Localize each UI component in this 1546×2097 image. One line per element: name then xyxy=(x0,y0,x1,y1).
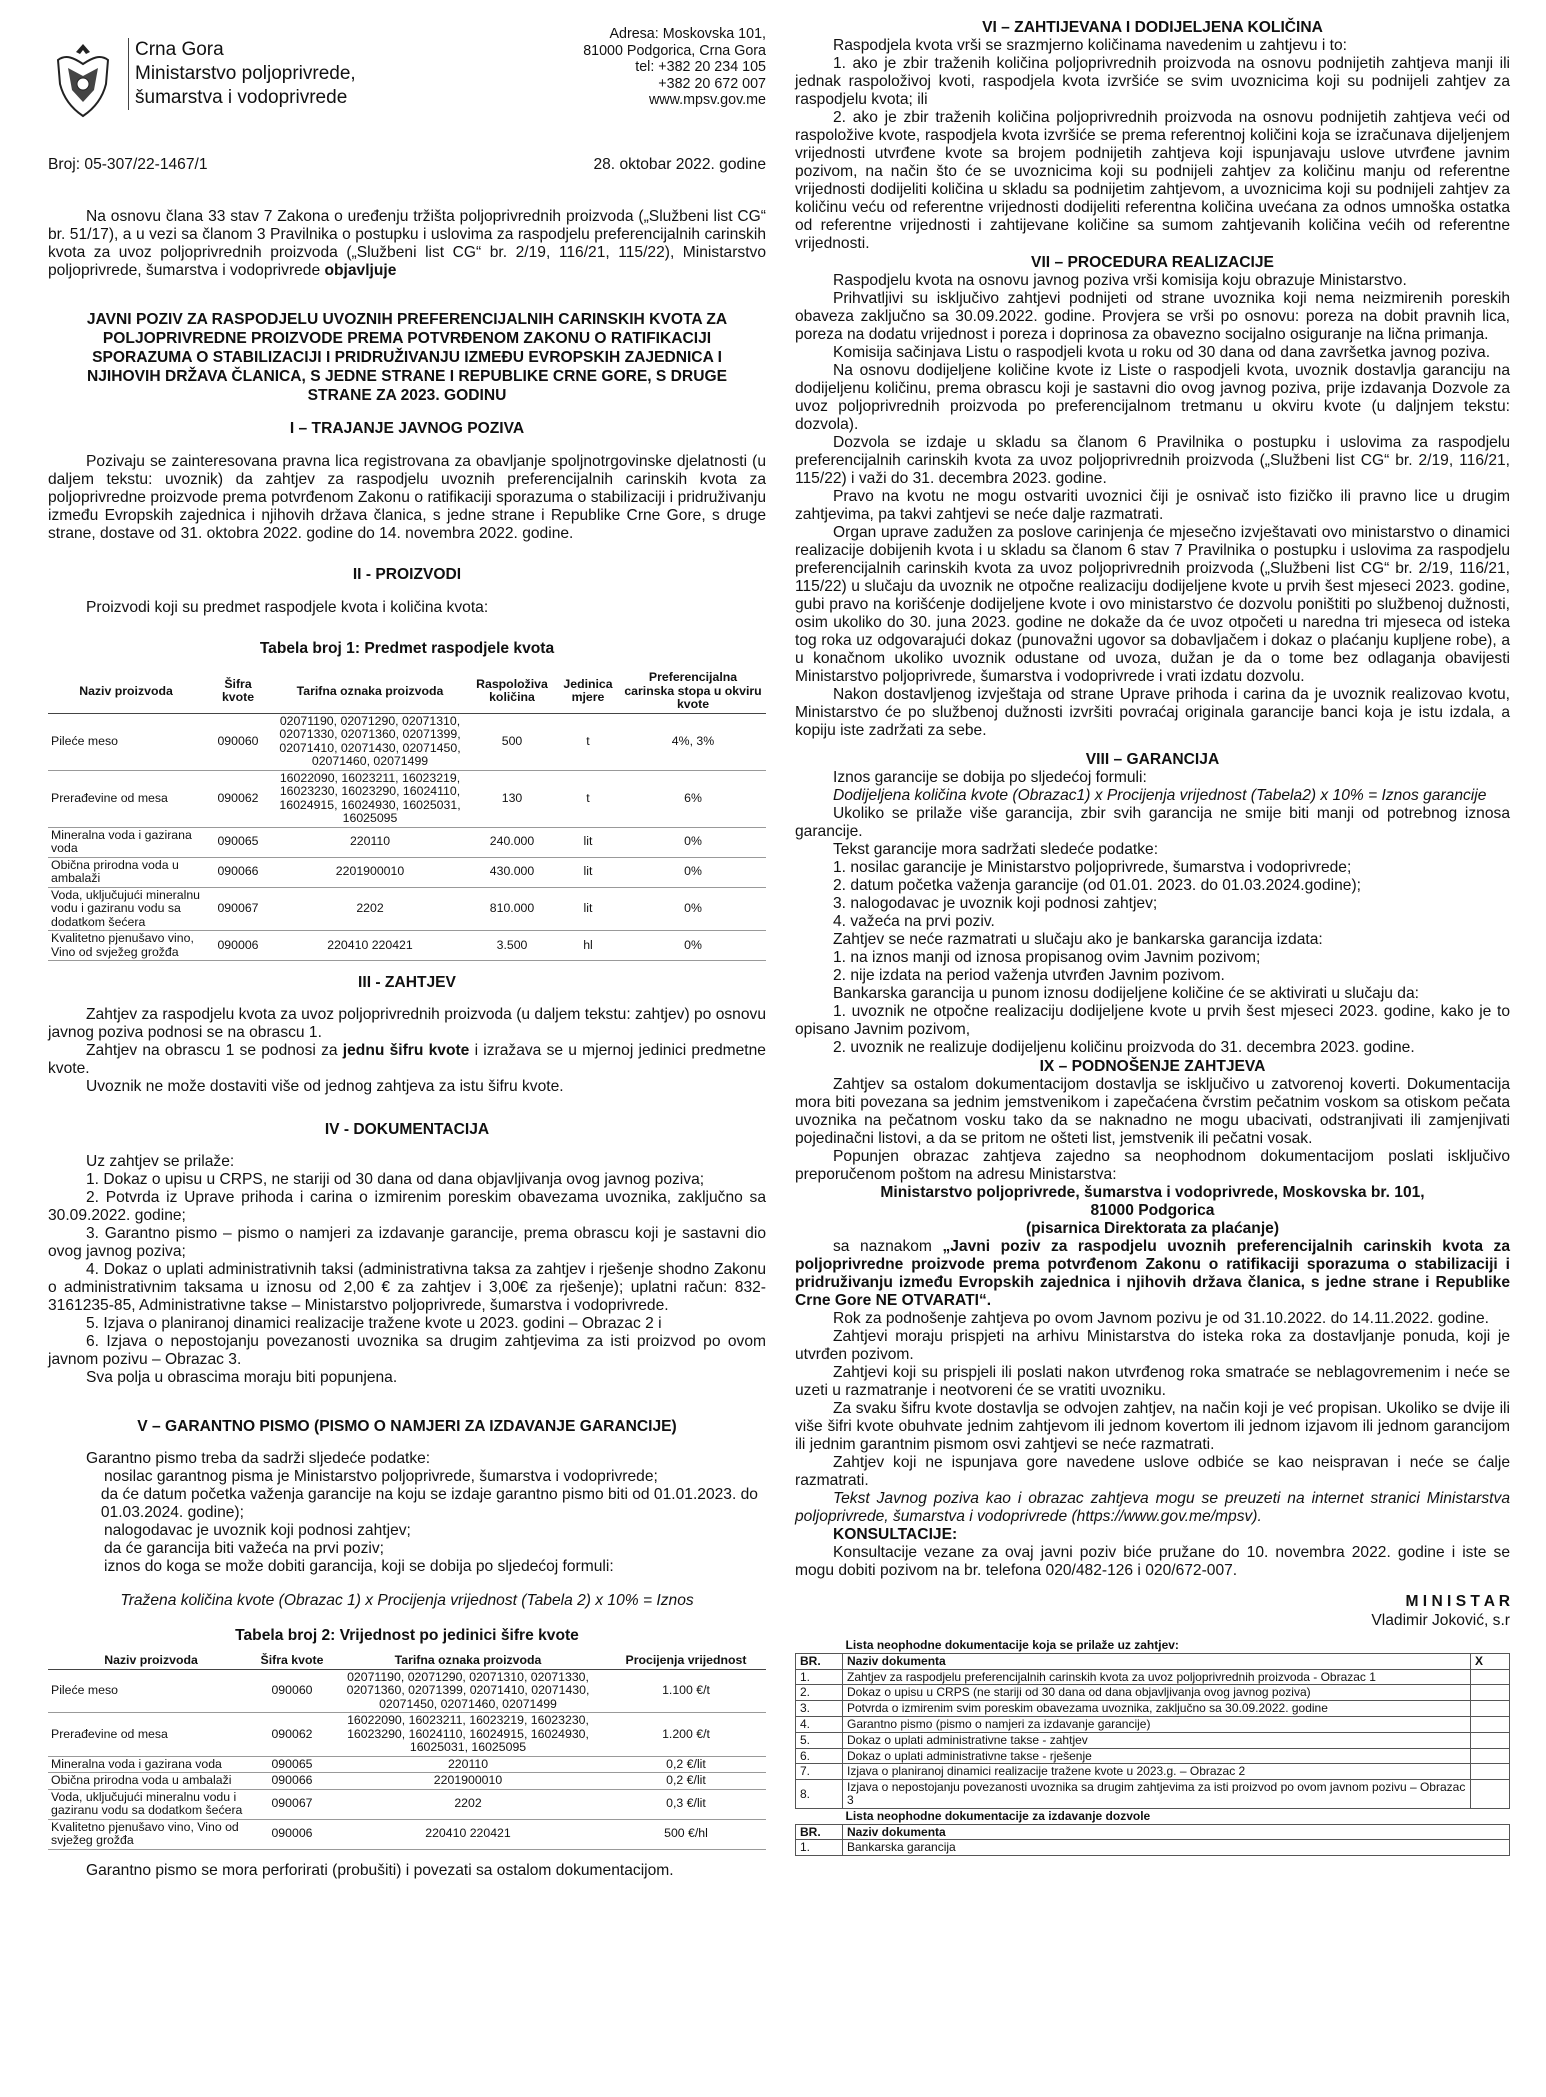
section-8-p2: Tekst garancije mora sadržati sledeće podatke: xyxy=(833,841,1159,858)
list-item: iznos do koga se može dobiti garancija, koji se dobija po sljedećoj formuli: xyxy=(86,1558,766,1576)
signature-name: Vladimir Joković, s.r xyxy=(1371,1612,1510,1629)
table-row: 7. Izjava o planiranoj dinamici realizacije tražene kvote u 2023.g. – Obrazac 2 xyxy=(796,1764,1510,1780)
list-item: nosilac garantnog pisma je Ministarstvo poljoprivrede, šumarstva i vodoprivrede; xyxy=(86,1468,766,1486)
section-3-heading: III - ZAHTJEV xyxy=(358,974,456,991)
section-2-heading: II - PROIZVODI xyxy=(352,566,462,583)
coat-of-arms-logo xyxy=(48,40,118,120)
list-item: 3. nalogodavac je uvoznik koji podnosi zahtjev; xyxy=(833,895,1158,912)
table-header: Naziv proizvoda xyxy=(48,670,204,713)
document-date: 28. oktobar 2022. godine xyxy=(593,156,766,173)
ministry-name: Crna Gora Ministarstvo poljoprivrede, šumarstva i vodoprivrede xyxy=(128,38,356,110)
section-7-paragraph: Raspodjelu kvota na osnovu javnog poziva vrši komisija koju obrazuje Ministarstvo. xyxy=(833,272,1407,289)
checkbox-cell[interactable] xyxy=(1471,1732,1510,1748)
table-header: BR. xyxy=(796,1824,843,1840)
checklist-title: Lista neophodne dokumentacije koja se prilaže uz zahtjev: xyxy=(845,1638,1179,1652)
table-header: Raspoloživa količina xyxy=(468,670,556,713)
left-column xyxy=(48,0,766,1880)
section-5-heading: V – GARANTNO PISMO (PISMO O NAMJERI ZA IZDAVANJE GARANCIJE) xyxy=(137,1418,677,1435)
ministry-postal-address: Ministarstvo poljoprivrede, šumarstva i vodoprivrede, Moskovska br. 101, xyxy=(880,1184,1425,1201)
section-6-p1: 1. ako je zbir traženih količina poljoprivrednih proizvoda na osnovu podnijetih zahtjeva manji ili jednak raspoloživoj kvoti, raspodjela kvota izvršiće se svim uvoznicima koji su podnijeli zahtjev za raspodjelu kvota; ili xyxy=(795,55,1510,108)
table-row: Kvalitetno pjenušavo vino, Vino od svježeg grožđa 090006 220410 220421 500 €/hl xyxy=(48,1819,766,1849)
list-item: 2. nije izdata na period važenja utvrđen Javnim pozivom. xyxy=(833,967,1225,984)
section-7-paragraph: Komisija sačinjava Listu o raspodjeli kvota u roku od 30 dana od dana završetka javnog poziva. xyxy=(833,344,1491,361)
section-7-heading: VII – PROCEDURA REALIZACIJE xyxy=(1031,254,1274,271)
list-item: 5. Izjava o planiranoj dinamici realizacije tražene kvote u 2023. godini – Obrazac 2 i xyxy=(86,1315,662,1332)
section-9-paragraph: Zahtjevi moraju prispjeti na arhivu Ministarstva do isteka roka za dostavljanje ponuda, koji je utvrđen pozivom. xyxy=(795,1328,1510,1363)
consultations-text: Konsultacije vezane za ovaj javni poziv biće pružane do 10. novembra 2022. godine i iste se mogu dobiti pozivom na br. telefona 020/482-126 i 020/672-007. xyxy=(795,1544,1510,1579)
quota-table xyxy=(48,670,766,961)
table-header: Preferencijalna carinska stopa u okviru kvote xyxy=(620,670,766,713)
list-item: 3. Garantno pismo – pismo o namjeri za izdavanje garancije, prema obrascu koji je sastavni dio ovog javnog poziva; xyxy=(48,1225,766,1260)
checkbox-cell[interactable] xyxy=(1471,1669,1510,1685)
section-1-heading: I – TRAJANJE JAVNOG POZIVA xyxy=(289,420,525,437)
guarantee-formula: Dodijeljena količina kvote (Obrazac1) x Procijenja vrijednost (Tabela2) x 10% = Iznos garancije xyxy=(833,787,1487,804)
ministry-postal-office: (pisarnica Direktorata za plaćanje) xyxy=(1025,1220,1280,1237)
section-6-p2: 2. ako je zbir traženih količina poljoprivrednih proizvoda na osnovu podnijetih zahtjeva veći od raspoložive kvote, raspodjela kvota izvršiće se prema referentnoj količini koja se izračunava dijeljenjem vrijednosti utvrđene kvote sa brojem podnijetih zahtjeva koji ispunjavaju uslove utvrđene javnim pozivom, na način što će se uvoznicima koji su podnijeli zahtjev za količinu manju od referentne vrijednosti dodijeliti količina u skladu sa podnijetim zahtjevom, a uvoznicima koji su podnijeli zahtjev za količinu veću od referentne vrijednosti dodijeliti referentna količina uvećana za odnos umnoška ostatka od referentne vrijednosti i zahtijevane količine sa sumom zahtjevanih količina većih od referentne vrijednosti. xyxy=(795,109,1510,252)
letterhead xyxy=(48,0,766,120)
list-item: da će garancija biti važeća na prvi poziv; xyxy=(86,1540,766,1558)
value-table xyxy=(48,1653,766,1850)
guarantee-letter-list xyxy=(48,1468,766,1576)
section-6-heading: VI – ZAHTIJEVANA I DODIJELJENA KOLIČINA xyxy=(982,19,1323,36)
reference-number: Broj: 05-307/22-1467/1 xyxy=(48,156,208,173)
section-9-heading: IX – PODNOŠENJE ZAHTJEVA xyxy=(1039,1058,1266,1075)
list-item: 1. na iznos manji od iznosa propisanog ovim Javnim pozivom; xyxy=(833,949,1261,966)
table-row: Obična prirodna voda u ambalaži 090066 2201900010 0,2 €/lit xyxy=(48,1773,766,1790)
reference-row xyxy=(48,156,766,174)
section-7-paragraph: Organ uprave zadužen za poslove carinjenja će mjesečno izvještavati ovo ministarstvo o dinamici realizacije dobijenih kvota i u skladu sa članom 6 stav 7 Pravilnika o postupku i uslovima za raspodjelu preferencijalnih carinskih kvota za uvoz poljoprivrednih proizvoda („Službeni list CG“ br. 2/19, 116/21, 115/22) u slučaju da uvoznik ne otpočne realizaciju dodijeljene kvote u prvih šest mjeseci 2023. godine, gubi pravo na korišćenje dodijeljene kvote i ovo ministarstvo će dozvolu poništiti po službenoj dužnosti, osim ukoliko do 30. juna 2023. godine ne dokaže da će uvoz otpočeti u naredna tri mjeseca od isteka tog roka uz odgovarajući dokaz (punovažni ugovor sa dobavljačem i dokaz o plaćanju kupljene robe), a u konačnom ukoliko uvoznik odustane od uvoza, dužan je da o tome bez odlaganja obavijesti Ministarstvo poljoprivrede, šumarstva i vodoprivrede i vrati izdatu dozvolu. xyxy=(795,524,1510,685)
section-2-text: Proizvodi koji su predmet raspodjele kvota i količina kvota: xyxy=(86,599,489,616)
table-row: Pileće meso 090060 02071190, 02071290, 02071310, 02071330, 02071360, 02071399, 02071410, 02071430, 02071450, 02071460, 02071499 500 t 4%, 3% xyxy=(48,713,766,770)
table-row: Pileće meso 090060 02071190, 02071290, 02071310, 02071330, 02071360, 02071399, 02071410, 02071430, 02071450, 02071460, 02071499 1.100 €/t xyxy=(48,1669,766,1713)
table-1-title: Tabela broj 1: Predmet raspodjele kvota xyxy=(259,640,555,657)
list-item: 2. uvoznik ne realizuje dodijeljenu količinu proizvoda do 31. decembra 2023. godine. xyxy=(833,1039,1415,1056)
bullet-icon xyxy=(86,1486,101,1522)
list-item: 1. nosilac garancije je Ministarstvo poljoprivrede, šumarstva i vodoprivrede; xyxy=(833,859,1352,876)
checkbox-cell[interactable] xyxy=(1471,1748,1510,1764)
section-3-p2: Zahtjev na obrascu 1 se podnosi za jednu šifru kvote i izražava se u mjernoj jedinici predmetne kvote. xyxy=(48,1042,766,1077)
table-row: 4. Garantno pismo (pismo o namjeri za izdavanje garancije) xyxy=(796,1716,1510,1732)
table-row: 2. Dokaz o upisu u CRPS (ne stariji od 30 dana od dana objavljivanja ovog javnog poziva) xyxy=(796,1685,1510,1701)
checkbox-cell[interactable] xyxy=(1471,1701,1510,1717)
table-header: Naziv dokumenta xyxy=(843,1824,1510,1840)
section-8-p1: Ukoliko se prilaže više garancija, zbir svih garancija ne smije biti manji od potrebnog iznosa garancije. xyxy=(795,805,1510,840)
ministry-address: Adresa: Moskovska 101, 81000 Podgorica, Crna Gora tel: +382 20 234 105 +382 20 672 007 www.mpsv.gov.me xyxy=(583,26,766,108)
section-4-intro: Uz zahtjev se prilaže: xyxy=(86,1153,235,1170)
table-header: BR. xyxy=(796,1653,843,1669)
section-5-intro: Garantno pismo treba da sadrži sljedeće podatke: xyxy=(86,1450,431,1467)
list-item: 6. Izjava o nepostojanju povezanosti uvoznika sa drugim zahtjevima za isti proizvod po ovom javnom pozivu – Obrazac 3. xyxy=(48,1333,766,1368)
section-5-outro: Garantno pismo se mora perforirati (probušiti) i povezati sa ostalom dokumentacijom. xyxy=(86,1861,674,1879)
list-item: 4. Dokaz o uplati administrativnih taksi (administrativna taksa za zahtjev i rješenje shodno Zakonu o administrativnim taksama u iznosu od 2,00 € za zahtjev i 3,00€ za rješenje); uplatni račun: 832-3161235-85, Administrativne takse – Ministarstvo poljoprivrede, šumarstva i vodoprivrede. xyxy=(48,1261,766,1314)
table-row: 3. Potvrda o izmirenim svim poreskim obavezama uvoznika, zaključno sa 30.09.2022. godine xyxy=(796,1701,1510,1717)
documents-checklist xyxy=(795,1638,1510,1856)
table-row: 5. Dokaz o uplati administrativne takse - zahtjev xyxy=(796,1732,1510,1748)
section-9-p2: Popunjen obrazac zahtjeva zajedno sa neophodnom dokumentacijom poslati isključivo preporučenom poštom na adresu Ministarstva: xyxy=(795,1148,1510,1183)
website-notice: Tekst Javnog poziva kao i obrazac zahtjeva mogu se preuzeti na internet stranici Ministarstva poljoprivrede, šumarstva i vodoprivrede (https://www.gov.me/mpsv). xyxy=(795,1490,1510,1525)
section-1-text: Pozivaju se zainteresovana pravna lica registrovana za obavljanje spoljnotrgovinske djelatnosti (u daljem tekstu: uvoznik) da zahtjev za raspodjelu uvoznih preferencijalnih carinskih kvota za poljoprivredne proizvode prema potvrđenom Zakonu o ratifikaciji sporazuma o stabilizaciji i pridruživanju između Evropskih zajednica i njihovih država članica, s jedne strane i Republike Crne Gore, s druge strane, dostave od 31. oktobra 2022. godine do 14. novembra 2022. godine. xyxy=(48,453,766,542)
table-header: Jedinica mjere xyxy=(556,670,620,713)
table-header: Procijenja vrijednost xyxy=(606,1653,766,1669)
checkbox-cell[interactable] xyxy=(1471,1780,1510,1809)
table-row: Obična prirodna voda u ambalaži 090066 2201900010 430.000 lit 0% xyxy=(48,857,766,887)
consultations-heading: KONSULTACIJE: xyxy=(833,1526,958,1543)
list-item: 4. važeća na prvi poziv. xyxy=(833,913,995,930)
checkbox-cell[interactable] xyxy=(1471,1685,1510,1701)
envelope-label: sa naznakom „Javni poziv za raspodjelu uvoznih preferencijalnih carinskih kvota za poljoprivredne proizvode prema potvrđenom Zakonu o ratifikaciji sporazuma o stabilizaciji i pridruživanju između Evropskih zajednica i njihovih država članica, s jedne strane i Republike Crne Gore NE OTVARATI“. xyxy=(795,1238,1510,1309)
guarantee-letter-formula: Tražena količina kvote (Obrazac 1) x Procijenja vrijednost (Tabela 2) x 10% = Iznos xyxy=(120,1592,694,1609)
section-3-p3: Uvoznik ne može dostaviti više od jednog zahtjeva za istu šifru kvote. xyxy=(86,1078,564,1095)
section-7-paragraph: Pravo na kvotu ne mogu ostvariti uvoznici čiji je osnivač isto fizičko ili pravno lice u drugim zahtjevima, pa takvi zahtjevi se neće dalje razmatrati. xyxy=(795,488,1510,523)
table-row: Voda, uključujući mineralnu vodu i gaziranu vodu sa dodatkom šećera 090067 2202 810.000 lit 0% xyxy=(48,887,766,931)
section-8-p4: Bankarska garancija u punom iznosu dodijeljene količine će se aktivirati u slučaju da: xyxy=(833,985,1419,1002)
signature-block xyxy=(795,1592,1510,1630)
section-9-paragraph: Zahtjevi koji su prispjeli ili poslati nakon utvrđenog roka smatraće se neblagovremenim i neće se uzeti u razmatranje i neotvoreni će se vratiti uvozniku. xyxy=(795,1364,1510,1399)
checkbox-cell[interactable] xyxy=(1471,1764,1510,1780)
list-item: 1. Dokaz o upisu u CRPS, ne stariji od 30 dana od dana objavljivanja ovog javnog poziva; xyxy=(86,1171,705,1188)
table-header: X xyxy=(1471,1653,1510,1669)
table-row: 8. Izjava o nepostojanju povezanosti uvoznika sa drugim zahtjevima za isti proizvod po ovom javnom pozivu – Obrazac 3 xyxy=(796,1780,1510,1809)
right-column xyxy=(795,18,1510,1856)
list-item: 2. Potvrda iz Uprave prihoda i carina o izmirenim poreskim obavezama uvoznika, zaključno sa 30.09.2022. godine; xyxy=(48,1189,766,1224)
section-7-paragraph: Nakon dostavljenog izvještaja od strane Uprave prihoda i carina da je uvoznik realizovao kvotu, Ministarstvo će po službenoj dužnosti izvršiti povraćaj originala garancije banci koja je istu izdala, a kopiju iste zadržati za sebe. xyxy=(795,686,1510,739)
table-row: Mineralna voda i gazirana voda 090065 220110 240.000 lit 0% xyxy=(48,827,766,857)
table-header: Tarifna oznaka proizvoda xyxy=(330,1653,606,1669)
table-2-title: Tabela broj 2: Vrijednost po jedinici šifre kvote xyxy=(235,1627,579,1644)
table-row: Mineralna voda i gazirana voda 090065 220110 0,2 €/lit xyxy=(48,1756,766,1773)
bullet-icon xyxy=(86,1468,104,1486)
ministry-postal-city: 81000 Podgorica xyxy=(1090,1202,1215,1219)
table-row: Voda, uključujući mineralnu vodu i gaziranu vodu sa dodatkom šećera 090067 2202 0,3 €/lit xyxy=(48,1789,766,1819)
section-9-paragraph: Za svaku šifru kvote dostavlja se odvojen zahtjev, na način koji je već propisan. Ukoliko se dvije ili više šifri kvote obuhvate jednim zahtjevom ili jednom kovertom ili jednom izjavom ili jednom garancijom ili jednim garantnim pismom osvi zahtjevi se neće razmatrati. xyxy=(795,1400,1510,1453)
table-row: Prerađevine od mesa 090062 16022090, 16023211, 16023219, 16023230, 16023290, 16024110, 16024915, 16024930, 16025031, 16025095 130 t 6% xyxy=(48,770,766,827)
section-7-paragraph: Prihvatljivi su isključivo zahtjevi podnijeti od strane uvoznika koji nema neizmirenih poreskih obaveza zaključno sa 30.09.2022. godine. Provjera se vrši po osnovu: poreza na dobit pravnih lica, poreza na dodatu vrijednost i poreza i doprinosa za obavezno socijalno osiguranje na lična primanja. xyxy=(795,290,1510,343)
table-row: 1. Bankarska garancija xyxy=(796,1840,1510,1856)
table-row: Prerađevine od mesa 090062 16022090, 16023211, 16023219, 16023230, 16023290, 16024110, 16024915, 16024930, 16025031, 16025095 1.200 €/t xyxy=(48,1713,766,1757)
document-title: JAVNI POZIV ZA RASPODJELU UVOZNIH PREFERENCIJALNIH CARINSKIH KVOTA ZA POLJOPRIVREDNE PROIZVODE PREMA POTVRĐENOM ZAKONU O RATIFIKACIJI SPORAZUMA O STABILIZACIJI I PRIDRUŽIVANJU IZMEĐU EVROPSKIH ZAJEDNICA I NJIHOVIH DRŽAVA ČLANICA, S JEDNE STRANE I REPUBLIKE CRNE GORE, S DRUGE STRANE ZA 2023. GODINU xyxy=(86,311,728,404)
section-7-paragraph: Dozvola se izdaje u skladu sa članom 6 Pravilnika o postupku i uslovima za raspodjelu preferencijalnih carinskih kvota za uvoz poljoprivrednih proizvoda („Službeni list CG“ br. 2/19, 116/21, 115/22) i važi do 31. decembra 2023. godine. xyxy=(795,434,1510,487)
table-header: Tarifna oznaka proizvoda xyxy=(272,670,468,713)
table-header: Šifra kvote xyxy=(204,670,272,713)
table-row: Kvalitetno pjenušavo vino, Vino od svježeg grožđa 090006 220410 220421 3.500 hl 0% xyxy=(48,931,766,961)
section-9-p1: Zahtjev sa ostalom dokumentacijom dostavlja se isključivo u zatvorenoj koverti. Dokumentacija mora biti povezana sa jednim jemstvenikom i zapečaćena čvrstim pečatnim voskom sa otiskom pečata uvoznika na pečatnom vosku tako da se naknadno ne mogu ubacivati, odstranjivati ili zamjenjivati pojedinačni listovi, a da se pritom ne ošteti list, jemstvenik ili pečatni vosak. xyxy=(795,1076,1510,1147)
section-4-heading: IV - DOKUMENTACIJA xyxy=(324,1121,490,1138)
list-item: 2. datum početka važenja garancije (od 01.01. 2023. do 01.03.2024.godine); xyxy=(833,877,1361,894)
bullet-icon xyxy=(86,1558,104,1576)
section-8-p0: Iznos garancije se dobija po sljedećoj formuli: xyxy=(833,769,1147,786)
bullet-icon xyxy=(86,1522,104,1540)
intro-paragraph: Na osnovu člana 33 stav 7 Zakona o uređenju tržišta poljoprivrednih proizvoda („Službeni list CG“ br. 51/17), a u vezi sa članom 3 Pravilnika o postupku i uslovima za raspodjelu preferencijalnih carinskih kvota za uvoz poljoprivrednih proizvoda („Službeni list CG“ br. 2/19, 116/21, 115/22), Ministarstvo poljoprivrede, šumarstva i vodoprivrede objavljuje xyxy=(48,208,766,279)
table-row: 1. Zahtjev za raspodjelu preferencijalnih carinskih kvota za uvoz poljoprivrednih proizvoda - Obrazac 1 xyxy=(796,1669,1510,1685)
table-header: Naziv proizvoda xyxy=(48,1653,254,1669)
section-8-heading: VIII – GARANCIJA xyxy=(1085,751,1220,768)
table-header: Šifra kvote xyxy=(254,1653,330,1669)
section-3-p1: Zahtjev za raspodjelu kvota za uvoz poljoprivrednih proizvoda (u daljem tekstu: zahtjev) po osnovu javnog poziva podnosi se na obrascu 1. xyxy=(48,1006,766,1041)
table-row: 6. Dokaz o uplati administrativne takse - rješenje xyxy=(796,1748,1510,1764)
signature-title: M I N I S T A R xyxy=(1405,1593,1510,1610)
checklist-2-title: Lista neophodne dokumentacije za izdavanje dozvole xyxy=(845,1808,1151,1823)
section-4-outro: Sva polja u obrascima moraju biti popunjena. xyxy=(86,1369,398,1386)
bullet-icon xyxy=(86,1540,104,1558)
list-item: 1. uvoznik ne otpočne realizaciju dodijeljene kvote u prvih šest mjeseci 2023. godine, kako je to opisano Javnim pozivom, xyxy=(795,1003,1510,1038)
list-item: da će datum početka važenja garancije na koju se izdaje garantno pismo biti od 01.01.2023. do 01.03.2024. godine); xyxy=(86,1486,766,1522)
section-9-paragraph: Rok za podnošenje zahtjeva po ovom Javnom pozivu je od 31.10.2022. do 14.11.2022. godine. xyxy=(833,1310,1489,1327)
section-6-p0: Raspodjela kvota vrši se srazmjerno količinama navedenim u zahtjevu i to: xyxy=(833,37,1347,54)
checkbox-cell[interactable] xyxy=(1471,1716,1510,1732)
table-header: Naziv dokumenta xyxy=(843,1653,1471,1669)
list-item: nalogodavac je uvoznik koji podnosi zahtjev; xyxy=(86,1522,766,1540)
section-8-p3: Zahtjev se neće razmatrati u slučaju ako je bankarska garancija izdata: xyxy=(833,931,1323,948)
section-9-paragraph: Zahtjev koji ne ispunjava gore navedene uslove odbiće se kao neispravan i neće se ćalje razmatrati. xyxy=(795,1454,1510,1489)
section-7-paragraph: Na osnovu dodijeljene količine kvote iz Liste o raspodjeli kvota, uvoznik dostavlja garanciju na dodijeljenu količinu, prema obrascu koji je sastavni dio ovog javnog poziva, prije izdavanja Dozvole za uvoz poljoprivrednih proizvoda po preferencijalnom tretmanu u okviru kvote (u daljnjem tekstu: dozvola). xyxy=(795,362,1510,433)
